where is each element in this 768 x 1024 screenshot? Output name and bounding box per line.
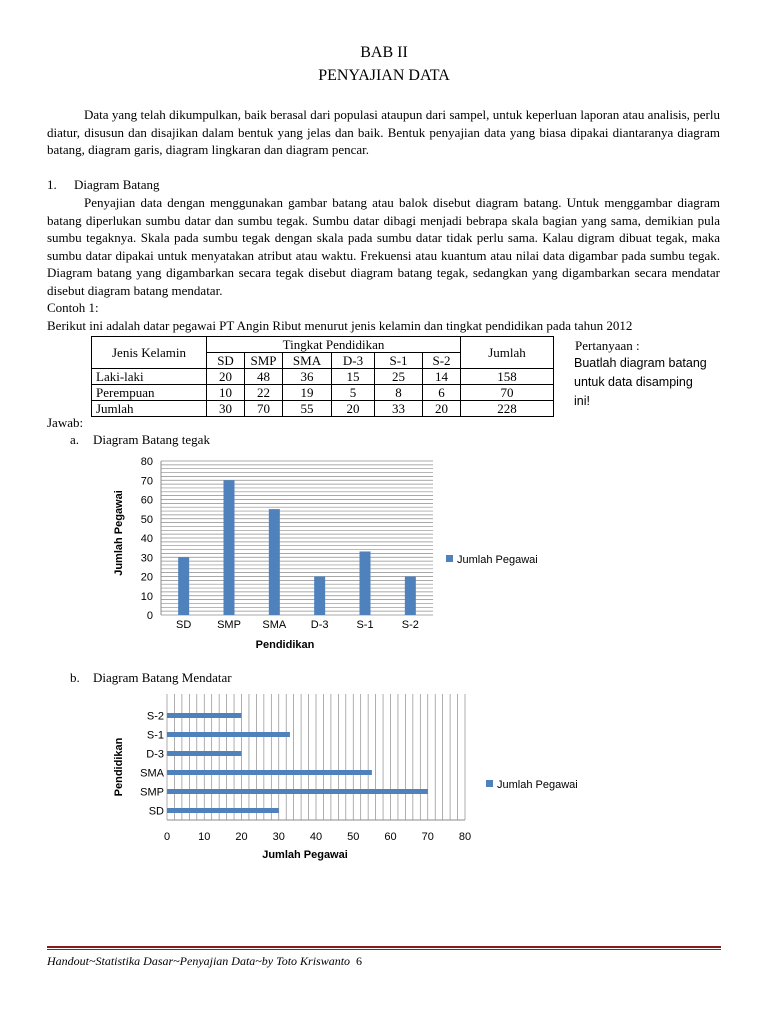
horizontal-bar [167, 808, 279, 813]
vertical-chart-xtick: SD [176, 619, 192, 631]
question-line: Buatlah diagram batang [574, 356, 707, 370]
section-1-body: Penyajian data dengan menggunakan gambar batang atau balok disebut diagram batang. Untuk menggambar diagram batang diperlukan sumbu datar dan sumbu tegak. Sumbu datar dibagi menjadi bebrapa skala bagian yang sama, demikian pula sumbu tegaknya. Skala pada sumbu tegak dengan skala pada sumbu datar tidak perlu sama. Kalau digram dibuat tegak, maka sumbu datar dipakai untuk menyatakan atribut atau waktu. Frekuensi atau kuantum atau nilai data digambar pada sumbu tegak. Diagram batang yang digambarkan secara tegak disebut diagram batang tegak, sedangkan yang digambarkan secara mendatar disebut diagram batang mendatar. [47, 195, 720, 298]
horizontal-chart-ytick: S-1 [146, 729, 164, 742]
vertical-bar-chart [100, 450, 560, 655]
sub-b-letter: b. [70, 670, 80, 685]
answer-label: Jawab: [47, 415, 84, 430]
table-cell: 30 [207, 401, 245, 417]
header-level: SMP [245, 353, 283, 369]
header-jenis-kelamin: Jenis Kelamin [92, 337, 207, 369]
horizontal-bar [167, 713, 242, 718]
table-cell: 70 [245, 401, 283, 417]
horizontal-chart-xtick: 40 [309, 831, 323, 843]
intro-paragraph: Data yang telah dikumpulkan, baik berasal dari populasi ataupun dari sampel, untuk keperluan laporan atau analisis, perlu diatur, disusun dan disajikan dalam bentuk yang jelas dan baik. Bentuk penyajian data yang biasa dipakai diantaranya diagram batang, diagram garis, diagram lingkaran dan diagram pencar. [47, 107, 720, 158]
example-label: Contoh 1: [47, 300, 99, 315]
table-cell: 55 [283, 401, 332, 417]
horizontal-chart-ytick: SMA [140, 767, 164, 780]
horizontal-chart-xtick: 30 [272, 831, 285, 843]
horizontal-chart-xlabel: Jumlah Pegawai [262, 849, 348, 861]
question-line: ini! [574, 394, 590, 408]
horizontal-chart-xtick: 0 [163, 831, 171, 843]
horizontal-chart-legend-label: Jumlah Pegawai [497, 779, 578, 791]
horizontal-chart-xticks [164, 831, 471, 843]
table-cell: 14 [423, 369, 461, 385]
header-level: D-3 [332, 353, 375, 369]
row-total: 70 [461, 385, 554, 401]
horizontal-chart-xtick: 80 [458, 831, 472, 843]
horizontal-chart-xtick: 20 [235, 831, 248, 843]
vertical-chart-xtick: SMA [262, 619, 287, 631]
chapter-title: PENYAJIAN DATA [318, 67, 450, 84]
vertical-chart-xtick: SMP [217, 619, 241, 631]
footer-caption: Handout~Statistika Dasar~Penyajian Data~by Toto Kriswanto [47, 954, 351, 968]
horizontal-chart-xtick: 60 [384, 831, 397, 843]
header-jumlah: Jumlah [461, 337, 554, 369]
table-cell: 20 [423, 401, 461, 417]
table-cell: 33 [375, 401, 423, 417]
header-tingkat-pendidikan: Tingkat Pendidikan [207, 337, 461, 353]
vertical-bar [360, 551, 371, 615]
chapter-number: BAB II [360, 44, 408, 61]
example-description: Berikut ini adalah datar pegawai PT Angin Ribut menurut jenis kelamin dan tingkat pendidikan pada tahun 2012 [47, 318, 633, 333]
footer-rule-thin [47, 949, 721, 950]
section-1-number: 1. [47, 177, 57, 192]
header-level: SMA [283, 353, 332, 369]
horizontal-chart-ytick: SD [148, 805, 164, 818]
table-cell: 20 [207, 369, 245, 385]
vertical-bar [405, 577, 416, 616]
table-header-row [92, 337, 554, 353]
horizontal-bar [167, 751, 242, 756]
table-cell: 25 [375, 369, 423, 385]
table-cell: 36 [283, 369, 332, 385]
sub-a-title: Diagram Batang tegak [93, 432, 210, 447]
vertical-chart-ylabel: Jumlah Pegawai [113, 490, 125, 576]
horizontal-bar [167, 732, 290, 737]
vertical-bar [224, 480, 235, 615]
header-level: S-1 [375, 353, 423, 369]
horizontal-chart-bars [167, 713, 428, 813]
vertical-chart-grid [161, 461, 433, 615]
table-row [92, 385, 554, 401]
row-label: Perempuan [92, 385, 207, 401]
row-label: Laki-laki [92, 369, 207, 385]
vertical-bar [314, 577, 325, 616]
table-cell: 5 [332, 385, 375, 401]
sub-a-letter: a. [70, 432, 80, 447]
horizontal-bar [167, 789, 428, 794]
vertical-chart-legend-swatch [446, 555, 453, 562]
vertical-chart-ytick: 20 [140, 571, 153, 584]
vertical-chart-ytick: 40 [140, 533, 153, 545]
vertical-chart-yticks [141, 456, 153, 622]
horizontal-chart-xtick: 10 [198, 831, 211, 843]
section-1-title: Diagram Batang [74, 177, 160, 192]
horizontal-chart-legend-swatch [486, 780, 493, 787]
vertical-chart-ytick: 60 [140, 494, 153, 507]
vertical-chart-ytick: 10 [140, 590, 153, 603]
vertical-chart-legend-label: Jumlah Pegawai [457, 554, 538, 566]
horizontal-chart-xtick: 50 [347, 831, 360, 843]
question-line: untuk data disamping [574, 375, 693, 389]
vertical-chart-ytick: 0 [146, 610, 153, 622]
vertical-chart-ytick: 30 [140, 552, 153, 565]
header-level: S-2 [423, 353, 461, 369]
vertical-chart-ytick: 70 [140, 475, 153, 488]
horizontal-chart-grid [167, 694, 465, 820]
table-cell: 15 [332, 369, 375, 385]
table-cell: 48 [245, 369, 283, 385]
question-label: Pertanyaan : [575, 338, 640, 353]
vertical-chart-xtick: D-3 [310, 619, 329, 631]
header-level: SD [207, 353, 245, 369]
table-row [92, 401, 554, 417]
vertical-chart-xtick: S-1 [356, 619, 374, 631]
horizontal-chart-xtick: 70 [421, 831, 434, 843]
table-cell: 20 [332, 401, 375, 417]
table-cell: 8 [375, 385, 423, 401]
horizontal-bar [167, 770, 372, 775]
sub-b-title: Diagram Batang Mendatar [93, 670, 232, 685]
vertical-bar [178, 557, 189, 615]
vertical-chart-ytick: 50 [140, 513, 153, 526]
row-total: 228 [461, 401, 554, 417]
page-number: 6 [356, 954, 363, 968]
employee-table [91, 336, 554, 417]
footer-text [47, 954, 362, 969]
horizontal-chart-ytick: D-3 [146, 748, 164, 761]
table-cell: 6 [423, 385, 461, 401]
vertical-bar [269, 509, 280, 615]
horizontal-chart-ytick: S-2 [146, 710, 164, 723]
vertical-chart-xtick: S-2 [401, 619, 419, 631]
table-cell: 22 [245, 385, 283, 401]
table-cell: 10 [207, 385, 245, 401]
row-total: 158 [461, 369, 554, 385]
vertical-chart-xlabel: Pendidikan [255, 639, 315, 651]
vertical-chart-ytick: 80 [140, 456, 153, 468]
horizontal-chart-ytick: SMP [140, 786, 164, 799]
table-cell: 19 [283, 385, 332, 401]
vertical-chart-bars [178, 480, 416, 615]
horizontal-chart-yticks [140, 711, 165, 818]
footer-rule [47, 946, 721, 948]
vertical-chart-xticks [176, 619, 419, 631]
row-label: Jumlah [92, 401, 207, 417]
table-row [92, 369, 554, 385]
horizontal-chart-ylabel: Pendidikan [113, 737, 125, 797]
horizontal-bar-chart [100, 688, 620, 866]
